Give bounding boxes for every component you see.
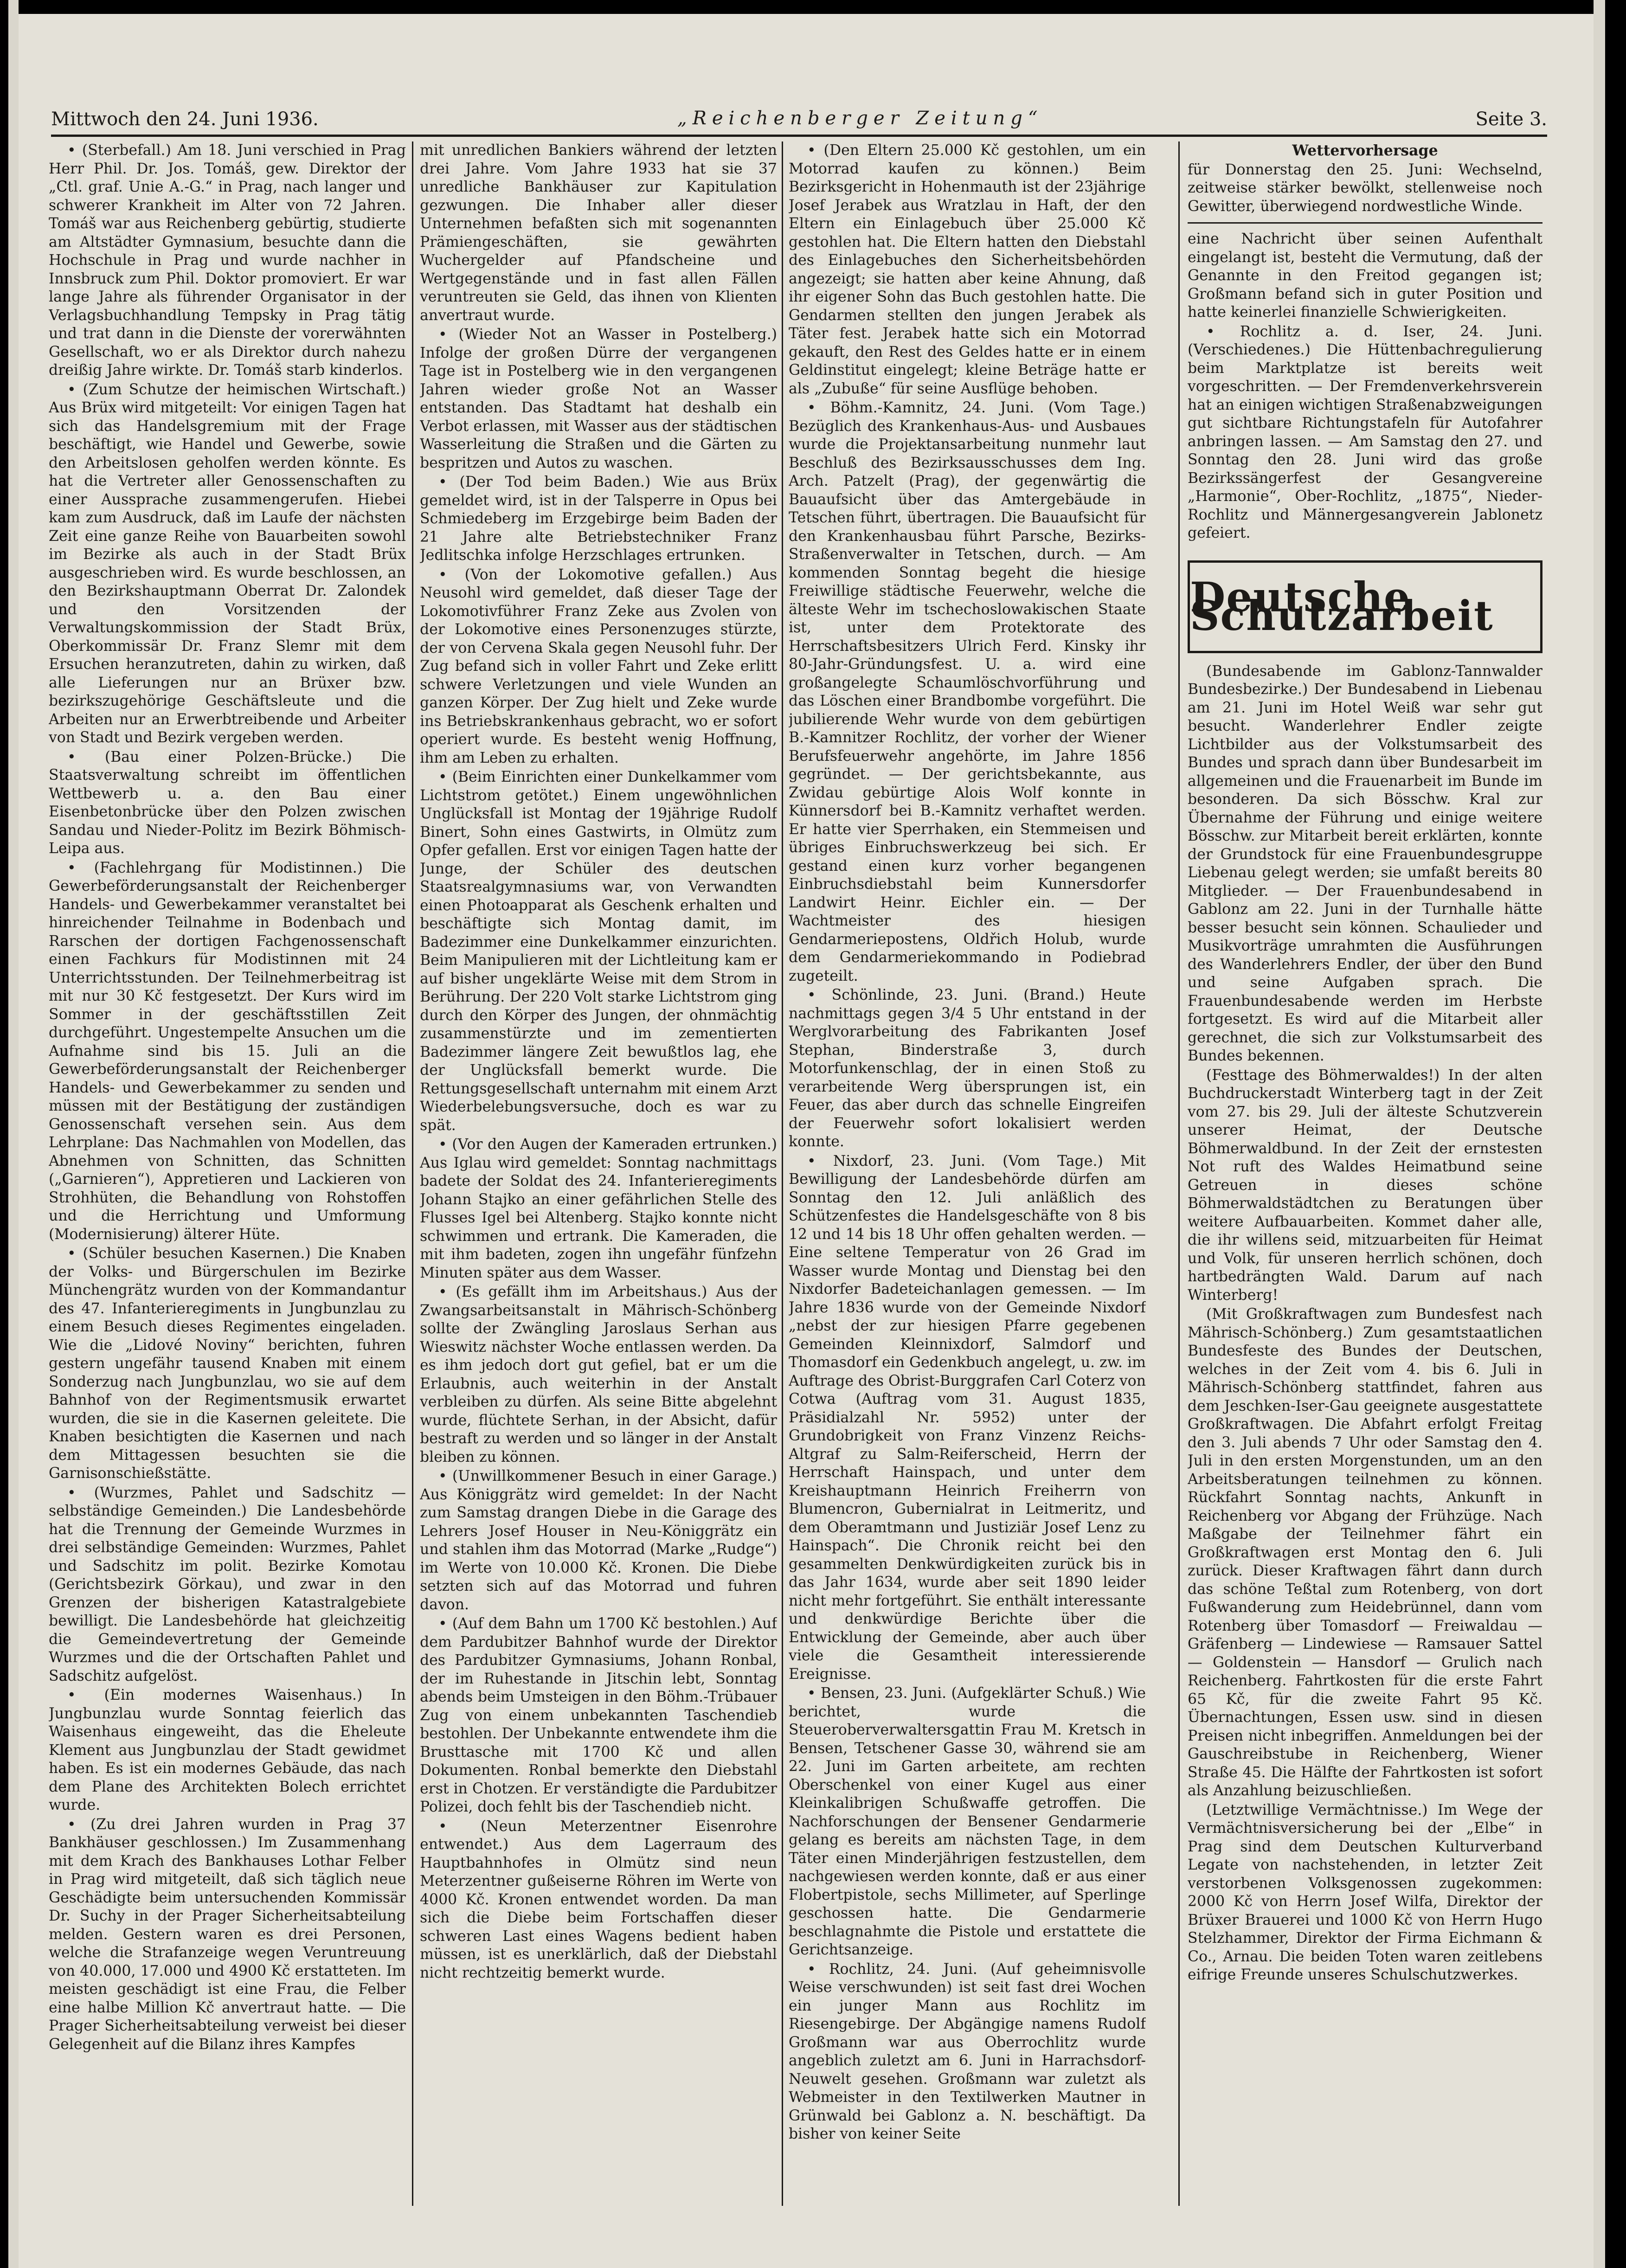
article: (Mit Großkraftwagen zum Bundesfest nach Mährisch-Schönberg.) Zum gesamtstaatlichen Bundesfeste des Bundes der Deutschen, welches in der Zeit vom 4. bis 6. Juli in Mährisch-Schönberg stattfindet, fahren aus dem Jeschken-Iser-Gau geeignete ausgestattete Großkraftwagen. Die Abfahrt erfolgt Freitag den 3. Juli abends 7 Uhr oder Samstag den 4. Juli in den ersten Morgenstunden, um an den Arbeitsberatungen teilnehmen zu können. Rückfahrt Sonntag nachts, Ankunft in Reichenberg vor Abgang der Frühzüge. Nach Maßgabe der Teilnehmer fährt ein Großkraftwagen erst Montag den 6. Juli zurück. Dieser Kraftwagen fährt dann durch das schöne Teßtal zum Rotenberg, von dort Fußwanderung zum Heidebrünnel, dann vom Rotenberg über Tomasdorf — Freiwaldau — Gräfenberg — Lindewiese — Ramsauer Sattel — Goldenstein — Hansdorf — Grulich nach Reichenberg. Fahrtkosten für die erste Fahrt 65 Kč, für die zweite Fahrt 95 Kč. Übernachtungen, Essen usw. sind in diesen Preisen nicht inbegriffen. Anmeldungen bei der Gauschreibstube in Reichenberg, Wiener Straße 45. Die Hälfte der Fahrtkosten ist sofort als Anzahlung beizuschließen. (1188, 1306, 1542, 1799)
article: • (Wieder Not an Wasser in Postelberg.) Infolge der großen Dürre der vergangenen Tage ist in Postelberg wie in den vergangenen Jahren wieder große Not an Wasser entstanden. Das Stadtamt hat deshalb ein Verbot erlassen, mit Wasser aus der städtischen Wasserleitung die Straßen und die Gärten zu bespritzen und Autos zu waschen. (420, 326, 777, 471)
section-rule (1188, 222, 1542, 224)
section-heading-box (1188, 560, 1542, 653)
article: • Rochlitz, 24. Juni. (Auf geheimnisvolle Weise verschwunden) ist seit fast drei Wochen ein junger Mann aus Rochlitz im Riesengebirge. Der Abgängige namens Rudolf Großmann war aus Oberrochlitz wurde angeblich zuletzt am 6. Juni in Harrachsdorf-Neuwelt gesehen. Großmann war zuletzt als Webmeister in den Textilwerken Mautner in Grünwald bei Gablonz a. N. beschäftigt. Da bisher von keiner Seite (789, 1960, 1146, 2142)
newspaper-title: „Reichenberger Zeitung“ (677, 108, 1043, 129)
article: • (Der Tod beim Baden.) Wie aus Brüx gemeldet wird, ist in der Talsperre in Opus bei Schmiedeberg im Erzgebirge beim Baden der 21 Jahre alte Betriebstechniker Franz Jedlitschka infolge Herzschlages ertrunken. (420, 474, 777, 564)
article: (Festtage des Böhmerwaldes!) In der alten Buchdruckerstadt Winterberg tagt in der Zeit vom 27. bis 29. Juli der älteste Schutzverein unserer Heimat, der Deutsche Böhmerwaldbund. In der Zeit der ernstesten Not ruft des Waldes Heimatbund seine Getreuen in dieses schöne Böhmerwaldstädtchen zu Beratungen über weitere Aufbauarbeiten. Kommet daher alle, die ihr willens seid, mitzuarbeiten für Heimat und Volk, für unseren herrlich schönen, doch hartbedrängten Wald. Darum auf nach Winterberg! (1188, 1067, 1542, 1304)
article: • Nixdorf, 23. Juni. (Vom Tage.) Mit Bewilligung der Landesbehörde dürfen am Sonntag den 12. Juli anläßlich des Schützenfestes die Handelsgeschäfte von 8 bis 12 und 14 bis 18 Uhr offen gehalten werden. — Eine seltene Temperatur von 26 Grad im Wasser wurde Montag und Dienstag bei den Nixdorfer Badeteichanlagen gemessen. — Im Jahre 1836 wurde von der Gemeinde Nixdorf „nebst der zur hiesigen Pfarre gegebenen Gemeinden Kleinnixdorf, Salmdorf und Thomasdorf ein Gedenkbuch angelegt, u. zw. im Auftrage des Obrist-Burggrafen Carl Coterz von Cotwa (Auftrag vom 31. August 1835, Präsidialzahl Nr. 5952) unter der Grundobrigkeit von Franz Vinzenz Reichs-Altgraf zu Salm-Reiferscheid, Herrn der Herrschaft Hainspach, und unter dem Kreishauptmann Heinrich Freiherrn von Blumencron, Gubernialrat in Leitmeritz, und dem Oberamtmann und Justiziär Josef Lenz zu Hainspach“. Die Chronik reicht bei den gesammelten Denkwürdigkeiten zurück bis in das Jahr 1634, wurde aber seit 1890 leider nicht mehr fortgeführt. Sie enthält interessante und denkwürdige Berichte über die Entwicklung der Gemeinde, aber auch über viele die Gesamtheit interessierende Ereignisse. (789, 1152, 1146, 1683)
article: • (Zu drei Jahren wurden in Prag 37 Bankhäuser geschlossen.) Im Zusammenhang mit dem Krach des Bankhauses Lothar Felber in Prag wird mitgeteilt, daß sich täglich neue Geschädigte beim untersuchenden Kommissär Dr. Suchy in der Prager Sicherheitsabteilung melden. Gestern waren es drei Personen, welche die Strafanzeige wegen Veruntreuung von 40.000, 17.000 und 4900 Kč erstatteten. Im meisten geschädigt ist eine Frau, die Felber eine halbe Million Kč anvertraut hatte. — Die Prager Sicherheitsabteilung verweist bei dieser Gelegenheit auf die Bilanz ihres Kampfes (49, 1816, 406, 2053)
article: • (Den Eltern 25.000 Kč gestohlen, um ein Motorrad kaufen zu können.) Beim Bezirksgericht in Hohenmauth ist der 23jährige Josef Jerabek aus Wratzlau in Haft, der den Eltern ein Einlagebuch über 25.000 Kč gestohlen hat. Die Eltern hatten den Diebstahl des Einlagebuches den Sicherheitsbehörden angezeigt; sie hatten aber keine Ahnung, daß ihr eigener Sohn das Buch gestohlen hatte. Die Gendarmen stellten den jungen Jerabek als Täter fest. Jerabek hatte sich ein Motorrad gekauft, den Rest des Geldes hatte er in einem Geldinstitut eingelegt; kleine Beträge hatte er als „Zubuße“ für seine Ausflüge behoben. (789, 142, 1146, 397)
article: • (Ein modernes Waisenhaus.) In Jungbunzlau wurde Sonntag feierlich das Waisenhaus eingeweiht, das die Eheleute Klement aus Jungbunzlau der Stadt gewidmet haben. Es ist ein modernes Gebäude, das nach dem Plane des Architekten Bolech errichtet wurde. (49, 1687, 406, 1813)
article: • (Schüler besuchen Kasernen.) Die Knaben der Volks- und Bürgerschulen im Bezirke Münchengrätz wurden von der Kommandantur des 47. Infanterieregiments in Jungbunzlau zu einem Besuch dieses Regimentes eingeladen. Wie die „Lidové Noviny“ berichten, fuhren gestern ungefähr tausend Knaben mit einem Sonderzug nach Jungbunzlau, wo sie auf dem Bahnhof von der Regimentsmusik erwartet wurden, die sie in die Kasernen geleitete. Die Knaben besichtigten die Kasernen und nach dem Mittagessen besuchten sie die Garnisonschießstätte. (49, 1245, 406, 1482)
article: • (Zum Schutze der heimischen Wirtschaft.) Aus Brüx wird mitgeteilt: Vor einigen Tagen hat sich das Handelsgremium mit der Frage beschäftigt, wie Handel und Gewerbe, sowie den Arbeitslosen geholfen werden könnte. Es hat die Vertreter aller Genossenschaften zu einer Aussprache zusammengerufen. Hiebei kam zum Ausdruck, daß im Laufe der nächsten Zeit eine ganze Reihe von Bauarbeiten sowohl im Bezirke als auch in der Stadt Brüx ausgeschrieben wird. Es wurde beschlossen, an den Bezirkshauptmann Oberrat Dr. Zalondek und den Vorsitzenden der Verwaltungskommission der Stadt Brüx, Oberkommissär Dr. Franz Slemr mit dem Ersuchen heranzutreten, dahin zu wirken, daß alle Lieferungen nur an Brüxer bzw. bezirkszugehörige Geschäftsleute und die Arbeiten nur an Erwerbtreibende und Arbeiter von Stadt und Bezirk vergeben werden. (49, 381, 406, 746)
column-divider (412, 141, 413, 2206)
column-1 (49, 141, 406, 2268)
article: • Bensen, 23. Juni. (Aufgeklärter Schuß.) Wie berichtet, wurde die Steueroberverwaltersgattin Frau M. Kretsch in Bensen, Tetschener Gasse 30, während sie am 22. Juni im Garten arbeitete, am rechten Oberschenkel von einer Kugel aus einer Kleinkalibrigen Schußwaffe getroffen. Die Nachforschungen der Bensener Gendarmerie gelang es bereits am nächsten Tage, in dem Täter einen Minderjährigen festzustellen, dem nachgewiesen werden konnte, daß er aus einer Flobertpistole, sechs Millimeter, auf Sperlinge geschossen hatte. Die Gendarmerie beschlagnahmte die Pistole und erstattete die Gerichtsanzeige. (789, 1685, 1146, 1958)
column-4 (1188, 141, 1542, 2268)
article: • (Auf dem Bahn um 1700 Kč bestohlen.) Auf dem Pardubitzer Bahnhof wurde der Direktor des Pardubitzer Gymnasiums, Johann Ronbal, der im Ruhestande in Jitschin lebt, Sonntag abends beim Umsteigen in den Böhm.-Trübauer Zug von einem unbekannten Taschendieb bestohlen. Der Unbekannte entwendete ihm die Brusttasche mit 1700 Kč und allen Dokumenten. Ronbal bemerkte den Diebstahl erst in Chotzen. Er verständigte die Pardubitzer Polizei, doch fehlt bis der Taschendieb nicht. (420, 1615, 777, 1815)
column-divider (782, 141, 783, 2206)
article: • (Von der Lokomotive gefallen.) Aus Neusohl wird gemeldet, daß dieser Tage der Lokomotivführer Franz Zeke aus Zvolen von der Lokomotive eines Personenzuges stürzte, der von Cervena Skala gegen Neusohl fuhr. Der Zug befand sich in voller Fahrt und Zeke erlitt schwere Verletzungen und viele Wunden an ganzen Körper. Der Zug hielt und Zeke wurde ins Betriebskrankenhaus gebracht, wo er sofort operiert wurde. Es besteht wenig Hoffnung, ihm am Leben zu erhalten. (420, 566, 777, 766)
column-divider (1178, 141, 1180, 2206)
article: • (Neun Meterzentner Eisenrohre entwendet.) Aus dem Lagerraum des Hauptbahnhofes in Olmütz sind neun Meterzentner gußeiserne Röhren im Werte von 4000 Kč. Kronen entwendet worden. Da man sich die Diebe beim Fortschaffen dieser schweren Last eines Wagens bedient haben müssen, ist es unerklärlich, daß der Diebstahl nicht rechtzeitig bemerkt wurde. (420, 1818, 777, 1981)
header-rule (51, 135, 1547, 137)
article: • Rochlitz a. d. Iser, 24. Juni. (Verschiedenes.) Die Hüttenbachregulierung beim Marktplatze ist bereits weit vorgeschritten. — Der Fremdenverkehrsverein hat an einigen wichtigen Straßenabzweigungen gut sichtbare Richtungstafeln für Autofahrer anbringen lassen. — Am Samstag den 27. und Sonntag den 28. Juni wird das große Bezirkssängerfest der Gesangvereine „Harmonie“, Ober-Rochlitz, „1875“, Nieder-Rochlitz und Männergesangverein Jablonetz gefeiert. (1188, 323, 1542, 541)
article: (Letztwillige Vermächtnisse.) Im Wege der Vermächtnisversicherung bei der „Elbe“ in Prag sind dem Deutschen Kulturverband Legate von nachstehenden, in letzter Zeit verstorbenen Volksgenossen zugekommen: 2000 Kč von Herrn Josef Wilfa, Direktor der Brüxer Brauerei und 1000 Kč von Herrn Hugo Stelzhammer, Direktor der Firma Eichmann & Co., Arnau. Die beiden Toten waren zeitlebens eifrige Freunde unseres Schulschutzwerkes. (1188, 1801, 1542, 1983)
scan-border-right (1594, 0, 1626, 2268)
article: • (Bau einer Polzen-Brücke.) Die Staatsverwaltung schreibt im öffentlichen Wettbewerb u. a. den Bau einer Eisenbetonbrücke über den Polzen zwischen Sandau und Nieder-Politz im Bezirk Böhmisch-Leipa aus. (49, 748, 406, 857)
article: • (Vor den Augen der Kameraden ertrunken.) Aus Iglau wird gemeldet: Sonntag nachmittags badete der Soldat des 24. Infanterieregiments Johann Stajko an einer gefährlichen Stelle des Flusses Igel bei Altenberg. Stajko konnte nicht schwimmen und ertrank. Die Kameraden, die mit ihm badeten, zogen ihn ungefähr fünfzehn Minuten später aus dem Wasser. (420, 1136, 777, 1281)
article: (Bundesabende im Gablonz-Tannwalder Bundesbezirke.) Der Bundesabend in Liebenau am 21. Juni im Hotel Weiß war sehr gut besucht. Wanderlehrer Endler zeigte Lichtbilder aus der Volkstumsarbeit des Bundes und sprach dann über Bundesarbeit im allgemeinen und die Frauenarbeit im Bunde im besonderen. Da sich Bösschw. Kral zur Übernahme der Führung und einige weitere Bösschw. zur Mitarbeit bereit erklärten, konnte der Grundstock für eine Frauenbundesgruppe Liebenau gelegt werden; sie umfaßt bereits 80 Mitglieder. — Der Frauenbundesabend in Gablonz am 22. Juni in der Turnhalle hätte besser besucht sein können. Schaulieder und Musikvorträge umrahmten die Ausführungen des Wanderlehrers Endler, der über den Bund und seine Aufgaben sprach. Die Frauenbundesabende werden im Herbste fortgesetzt. Es wird auf die Mitarbeit aller gerechnet, die sich zur Volkstumsarbeit des Bundes bekennen. (1188, 662, 1542, 1064)
weather-heading: Wettervorhersage (1292, 142, 1438, 159)
article: • Böhm.-Kamnitz, 24. Juni. (Vom Tage.) Bezüglich des Krankenhaus-Aus- und Ausbaues wurde die Projektansarbeitung nunmehr laut Beschluß des Bezirksausschusses dem Ing. Arch. Patzelt (Prag), der gegenwärtig die Bauaufsicht über das Amtergebäude in Tetschen führt, übertragen. Die Bauaufsicht für den Krankenhausbau führt Parsche, Bezirks-Straßenverwalter in Tetschen, durch. — Am kommenden Sonntag begeht die hiesige Freiwillige städtische Feuerwehr, welche die älteste Wehr im tschechoslowakischen Staate ist, unter dem Protektorate des Herrschaftsbesitzers Ulrich Ferd. Kinsky ihr 80-Jahr-Gründungsfest. U. a. wird eine großangelegte Schaumlöschvorführung und das Löschen einer Brandbombe vorgeführt. Die jubilierende Wehr wurde von dem gebürtigen B.-Kamnitzer Rochlitz, der vorher der Wiener Berufsfeuerwehr angehörte, im Jahre 1856 gegründet. — Der gerichtsbekannte, aus Zwidau gebürtige Alois Wolf konnte in Künnersdorf bei B.-Kamnitz verhaftet werden. Er hatte vier Sperrhaken, ein Stemmeisen und übriges Einbruchswerkzeug bei sich. Er gestand einen kurz vorher begangenen Einbruchsdiebstahl beim Kunnersdorfer Landwirt Heinr. Eichler ein. — Der Wachtmeister des hiesigen Gendarmeriepostens, Oldřich Holub, wurde dem Gendarmeriekommando in Podiebrad zugeteilt. (789, 399, 1146, 984)
weather-forecast: für Donnerstag den 25. Juni: Wechselnd, zeitweise stärker bewölkt, stellenweise noch Gewitter, überwiegend nordwestliche Winde. (1188, 161, 1542, 215)
column-3 (789, 141, 1146, 2268)
header-date: Mittwoch den 24. Juni 1936. (51, 109, 319, 130)
article: • Schönlinde, 23. Juni. (Brand.) Heute nachmittags gegen 3/4 5 Uhr entstand in der Werglvorarbeitung des Fabrikanten Josef Stephan, Binderstraße 3, durch Motorfunkenschlag, der in einen Stoß zu verarbeitende Werg übersprungen ist, ein Feuer, das aber durch das schnelle Eingreifen der Feuerwehr sofort lokalisiert werden konnte. (789, 987, 1146, 1150)
article: • (Es gefällt ihm im Arbeitshaus.) Aus der Zwangsarbeitsanstalt in Mährisch-Schönberg sollte der Zwängling Jaroslaus Serhan aus Wieswitz nächster Woche entlassen werden. Da es ihm jedoch dort gut gefiel, bat er um die Erlaubnis, auch weiterhin in der Anstalt verbleiben zu dürfen. Als seine Bitte abgelehnt wurde, flüchtete Serhan, in der Absicht, dafür bestraft zu werden und so länger in der Anstalt bleiben zu können. (420, 1284, 777, 1465)
article: • (Beim Einrichten einer Dunkelkammer vom Lichtstrom getötet.) Einem ungewöhnlichen Unglücksfall ist Montag der 19jährige Rudolf Binert, Sohn eines Gastwirts, in Olmütz zum Opfer gefallen. Erst vor einigen Tagen hatte der Junge, der Schüler des deutschen Staatsrealgymnasiums war, von Verwandten einen Photoapparat als Geschenk erhalten und beschäftigte sich Montag damit, im Badezimmer eine Dunkelkammer einzurichten. Beim Manipulieren mit der Lichtleitung kam er auf bisher ungeklärte Weise mit dem Strom in Berührung. Der 220 Volt starke Lichtstrom ging durch den Körper des Jungen, der ohnmächtig zusammenstürzte und im zementierten Badezimmer längere Zeit bewußtlos lag, ehe der Unglücksfall bemerkt wurde. Die Rettungsgesellschaft unternahm mit einem Arzt Wiederbelebungsversuche, doch es war zu spät. (420, 769, 777, 1134)
column-2 (420, 141, 777, 2268)
page-header (51, 106, 1547, 138)
article: • (Unwillkommener Besuch in einer Garage.) Aus Königgrätz wird gemeldet: In der Nacht zum Samstag drangen Diebe in die Garage des Lehrers Josef Houser in Neu-Königgrätz ein und stahlen ihm das Motorrad (Marke „Rudge“) im Werte von 10.000 Kč. Kronen. Die Diebe setzten sich auf das Motorrad und fuhren davon. (420, 1468, 777, 1613)
section-heading: Deutsche Schutzarbeit (1190, 573, 1494, 640)
article: • (Wurzmes, Pahlet und Sadschitz — selbständige Gemeinden.) Die Landesbehörde hat die Trennung der Gemeinde Wurzmes in drei selbständige Gemeinden: Wurzmes, Pahlet und Sadschitz im polit. Bezirke Komotau (Gerichtsbezirk Görkau), und zwar in den Grenzen der bisherigen Katastralgebiete bewilligt. Die Landesbehörde hat gleichzeitig die Gemeindevertretung der Gemeinde Wurzmes und die der Ortschaften Pahlet und Sadschitz aufgelöst. (49, 1484, 406, 1684)
scan-border-top (0, 0, 1626, 14)
page-number: Seite 3. (1475, 109, 1547, 130)
scan-border-left (0, 0, 19, 2268)
article: • (Fachlehrgang für Modistinnen.) Die Gewerbeförderungsanstalt der Reichenberger Handels- und Gewerbekammer veranstaltet bei hinreichender Teilnahme in Bodenbach und Rarschen der dortigen Fachgenossenschaft einen Fachkurs für Modistinnen mit 24 Unterrichtsstunden. Der Teilnehmerbeitrag ist mit nur 30 Kč festgesetzt. Der Kurs wird im Sommer in der geschäftsstillen Zeit durchgeführt. Ungestempelte Ansuchen um die Aufnahme sind bis 15. Juli an die Gewerbeförderungsanstalt der Reichenberger Handels- und Gewerbekammer zu senden und müssen mit der Bestätigung der zuständigen Genossenschaft versehen sein. Aus dem Lehrplane: Das Nachmahlen von Modellen, das Abnehmen von Schnitten, das Schnitten („Garnieren“), Appretieren und Lackieren von Strohhüten, die Behandlung von Rohstoffen und die Herrichtung und Umformung (Modernisierung) älterer Hüte. (49, 859, 406, 1243)
article: • (Sterbefall.) Am 18. Juni verschied in Prag Herr Phil. Dr. Jos. Tomáš, gew. Direktor der „Ctl. graf. Unie A.-G.“ in Prag, nach langer und schwerer Krankheit im Alter von 72 Jahren. Tomáš war aus Reichenberg gebürtig, studierte am Altstädter Gymnasium, besuchte dann die Hochschule in Prag und wurde nachher in Innsbruck zum Phil. Doktor promoviert. Er war lange Jahre als führender Organisator in der Verlagsbuchhandlung Tempsky in Prag tätig und trat dann in die Dienste der vorerwähnten Gesellschaft, wo er als Direktor durch nahezu dreißig Jahre wirkte. Dr. Tomáš starb kinderlos. (49, 142, 406, 379)
article: eine Nachricht über seinen Aufenthalt eingelangt ist, besteht die Vermutung, daß der Genannte in den Freitod gegangen ist; Großmann befand sich in guter Position und hatte keinerlei finanzielle Schwierigkeiten. (1188, 231, 1542, 321)
article: mit unredlichen Bankiers während der letzten drei Jahre. Vom Jahre 1933 hat sie 37 unredliche Bankhäuser zur Kapitulation gezwungen. Die Inhaber aller dieser Unternehmen befaßten sich mit sogenannten Prämiengeschäften, sie gewährten Wuchergelder auf Pfandscheine und Wertgegenstände und in fast allen Fällen veruntreuten sie Geld, das ihnen von Klienten anvertraut wurde. (420, 142, 777, 324)
